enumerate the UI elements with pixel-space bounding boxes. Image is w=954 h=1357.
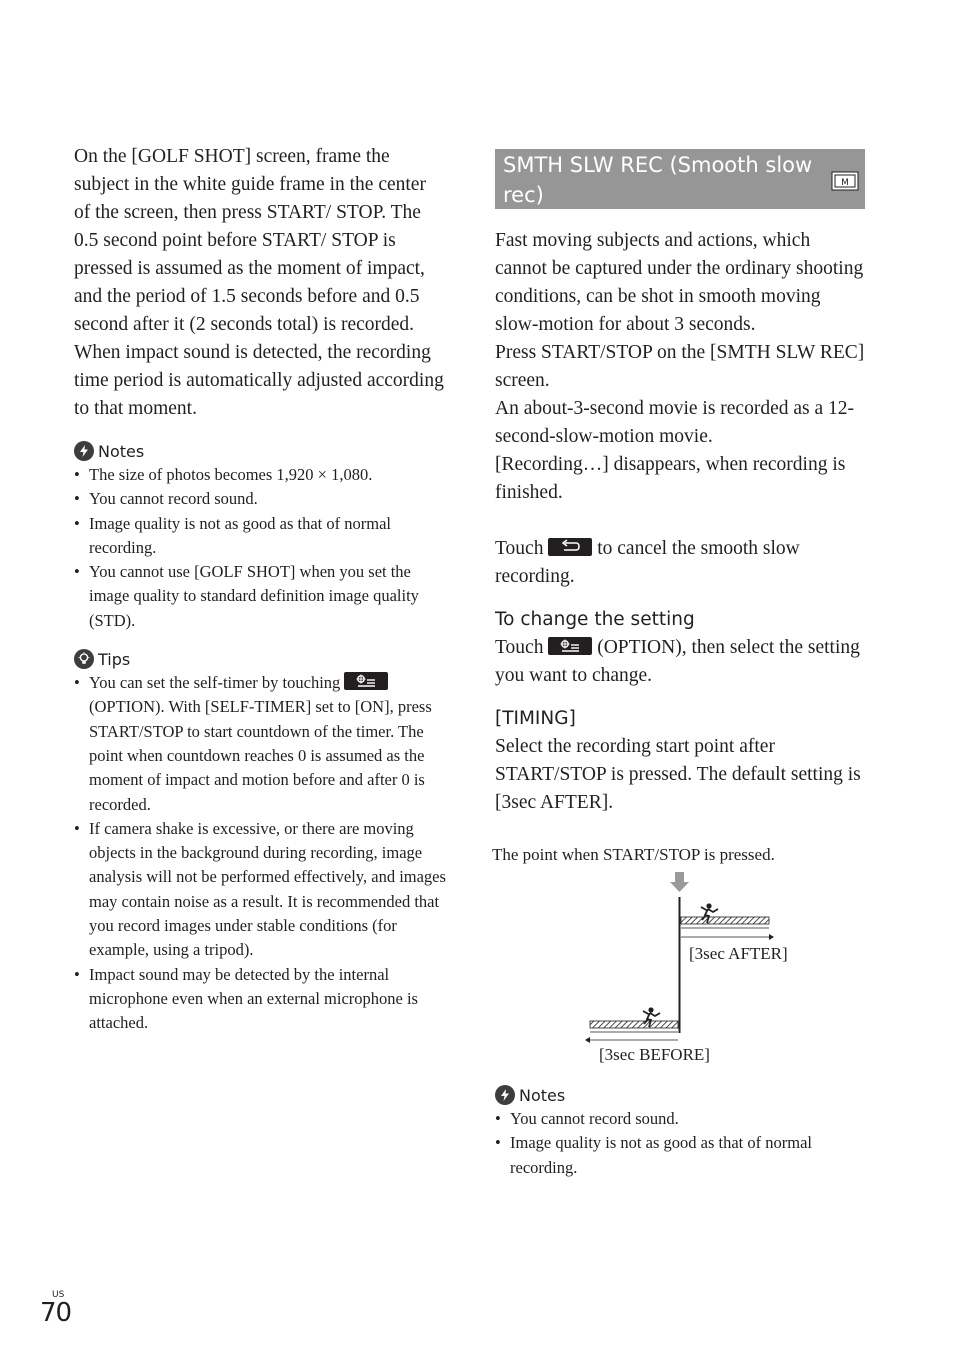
label-3sec-after: [3sec AFTER] — [689, 944, 788, 963]
notes-icon — [74, 441, 94, 461]
golf-shot-intro: On the [GOLF SHOT] screen, frame the subject in the white guide frame in the center of the screen, then press START/ STOP. The 0.5 second point before START/ STOP is pressed is assumed as the moment of impact, and the period of 1.5 seconds before and 0.5 second after it (2 seconds total) is recorded. When impact sound is detected, the recording time period is automatically adjusted according to that moment. — [74, 146, 444, 419]
list-item: • You cannot record sound. — [495, 1107, 865, 1131]
touch-word: Touch — [495, 538, 544, 559]
region-code: US — [52, 1290, 65, 1300]
timing-text: Select the recording start point after START/STOP is pressed. The default setting is [3sec AFTER]. — [495, 736, 861, 813]
label-3sec-before: [3sec BEFORE] — [599, 1045, 710, 1064]
page-number-value: 70 — [40, 1298, 72, 1328]
intro-paragraph: Fast moving subjects and actions, which cannot be captured under the ordinary shooting conditions, can be shot in smooth moving slow-motion for about 3 seconds. — [495, 230, 864, 335]
left-column — [74, 143, 446, 1036]
right-column — [495, 149, 865, 817]
list-item: • The size of photos becomes 1,920 × 1,080. — [74, 463, 446, 487]
list-item: • If camera shake is excessive, or there are moving objects in the background during recording, image analysis will not be performed effectively, and images may contain noise as a result. It is recommended that you record images under stable conditions (for example, using a tripod). — [74, 817, 446, 963]
tips-list — [74, 671, 446, 1035]
timing-heading: [TIMING] — [495, 708, 576, 729]
notes-list — [74, 463, 446, 633]
list-item: • You cannot record sound. — [74, 487, 446, 511]
section-title: SMTH SLW REC (Smooth slow rec) — [503, 153, 813, 207]
touch-word: Touch — [495, 637, 544, 658]
intro-paragraph: [Recording…] disappears, when recording is finished. — [495, 454, 846, 503]
option-icon — [344, 672, 388, 690]
list-item: • Image quality is not as good as that of normal recording. — [495, 1131, 865, 1180]
cancel-text: to cancel the smooth slow recording. — [495, 538, 800, 587]
movie-mode-icon — [831, 169, 859, 199]
page-number — [40, 1290, 71, 1326]
diagram-graphic — [492, 845, 872, 1075]
section-title-bar — [495, 149, 865, 209]
tips-heading — [74, 649, 446, 669]
tips-heading-label: Tips — [98, 649, 131, 669]
down-arrow-icon — [670, 882, 689, 892]
option-icon — [548, 637, 592, 655]
right-notes — [495, 1072, 865, 1180]
intro-paragraph: Press START/STOP on the [SMTH SLW REC] screen. — [495, 342, 865, 391]
notes-list — [495, 1107, 865, 1180]
notes-heading-label: Notes — [98, 441, 145, 461]
notes-heading-label: Notes — [519, 1085, 566, 1105]
return-icon — [548, 538, 592, 556]
list-item: • You cannot use [GOLF SHOT] when you set the image quality to standard definition image quality (STD). — [74, 560, 446, 633]
notes-icon — [495, 1085, 515, 1105]
change-setting-text — [495, 634, 865, 690]
cancel-instruction — [495, 535, 865, 591]
list-item: • Image quality is not as good as that of normal recording. — [74, 512, 446, 561]
timing-diagram — [492, 845, 872, 1075]
mode-icon-letter: M — [841, 178, 849, 188]
notes-heading — [74, 441, 446, 461]
tip-text-before: You can set the self-timer by touching — [89, 673, 341, 693]
lightbulb-icon — [74, 649, 94, 669]
intro-paragraph: An about-3-second movie is recorded as a 12-second-slow-motion movie. — [495, 398, 855, 447]
change-setting-rest: (OPTION), then select the setting you want to change. — [495, 637, 860, 686]
list-item: • Impact sound may be detected by the internal microphone even when an external microphone is attached. — [74, 963, 446, 1036]
smooth-slow-intro — [495, 227, 865, 507]
tip-text-after: (OPTION). With [SELF-TIMER] set to [ON], press START/STOP to start countdown of the timer. The point when countdown reaches 0 is assumed as the moment of impact and motion before and after 0 is recorded. — [89, 697, 432, 814]
list-item — [74, 671, 446, 817]
diagram-caption: The point when START/STOP is pressed. — [492, 845, 775, 864]
change-setting-heading: To change the setting — [495, 609, 695, 630]
notes-heading — [495, 1085, 865, 1105]
